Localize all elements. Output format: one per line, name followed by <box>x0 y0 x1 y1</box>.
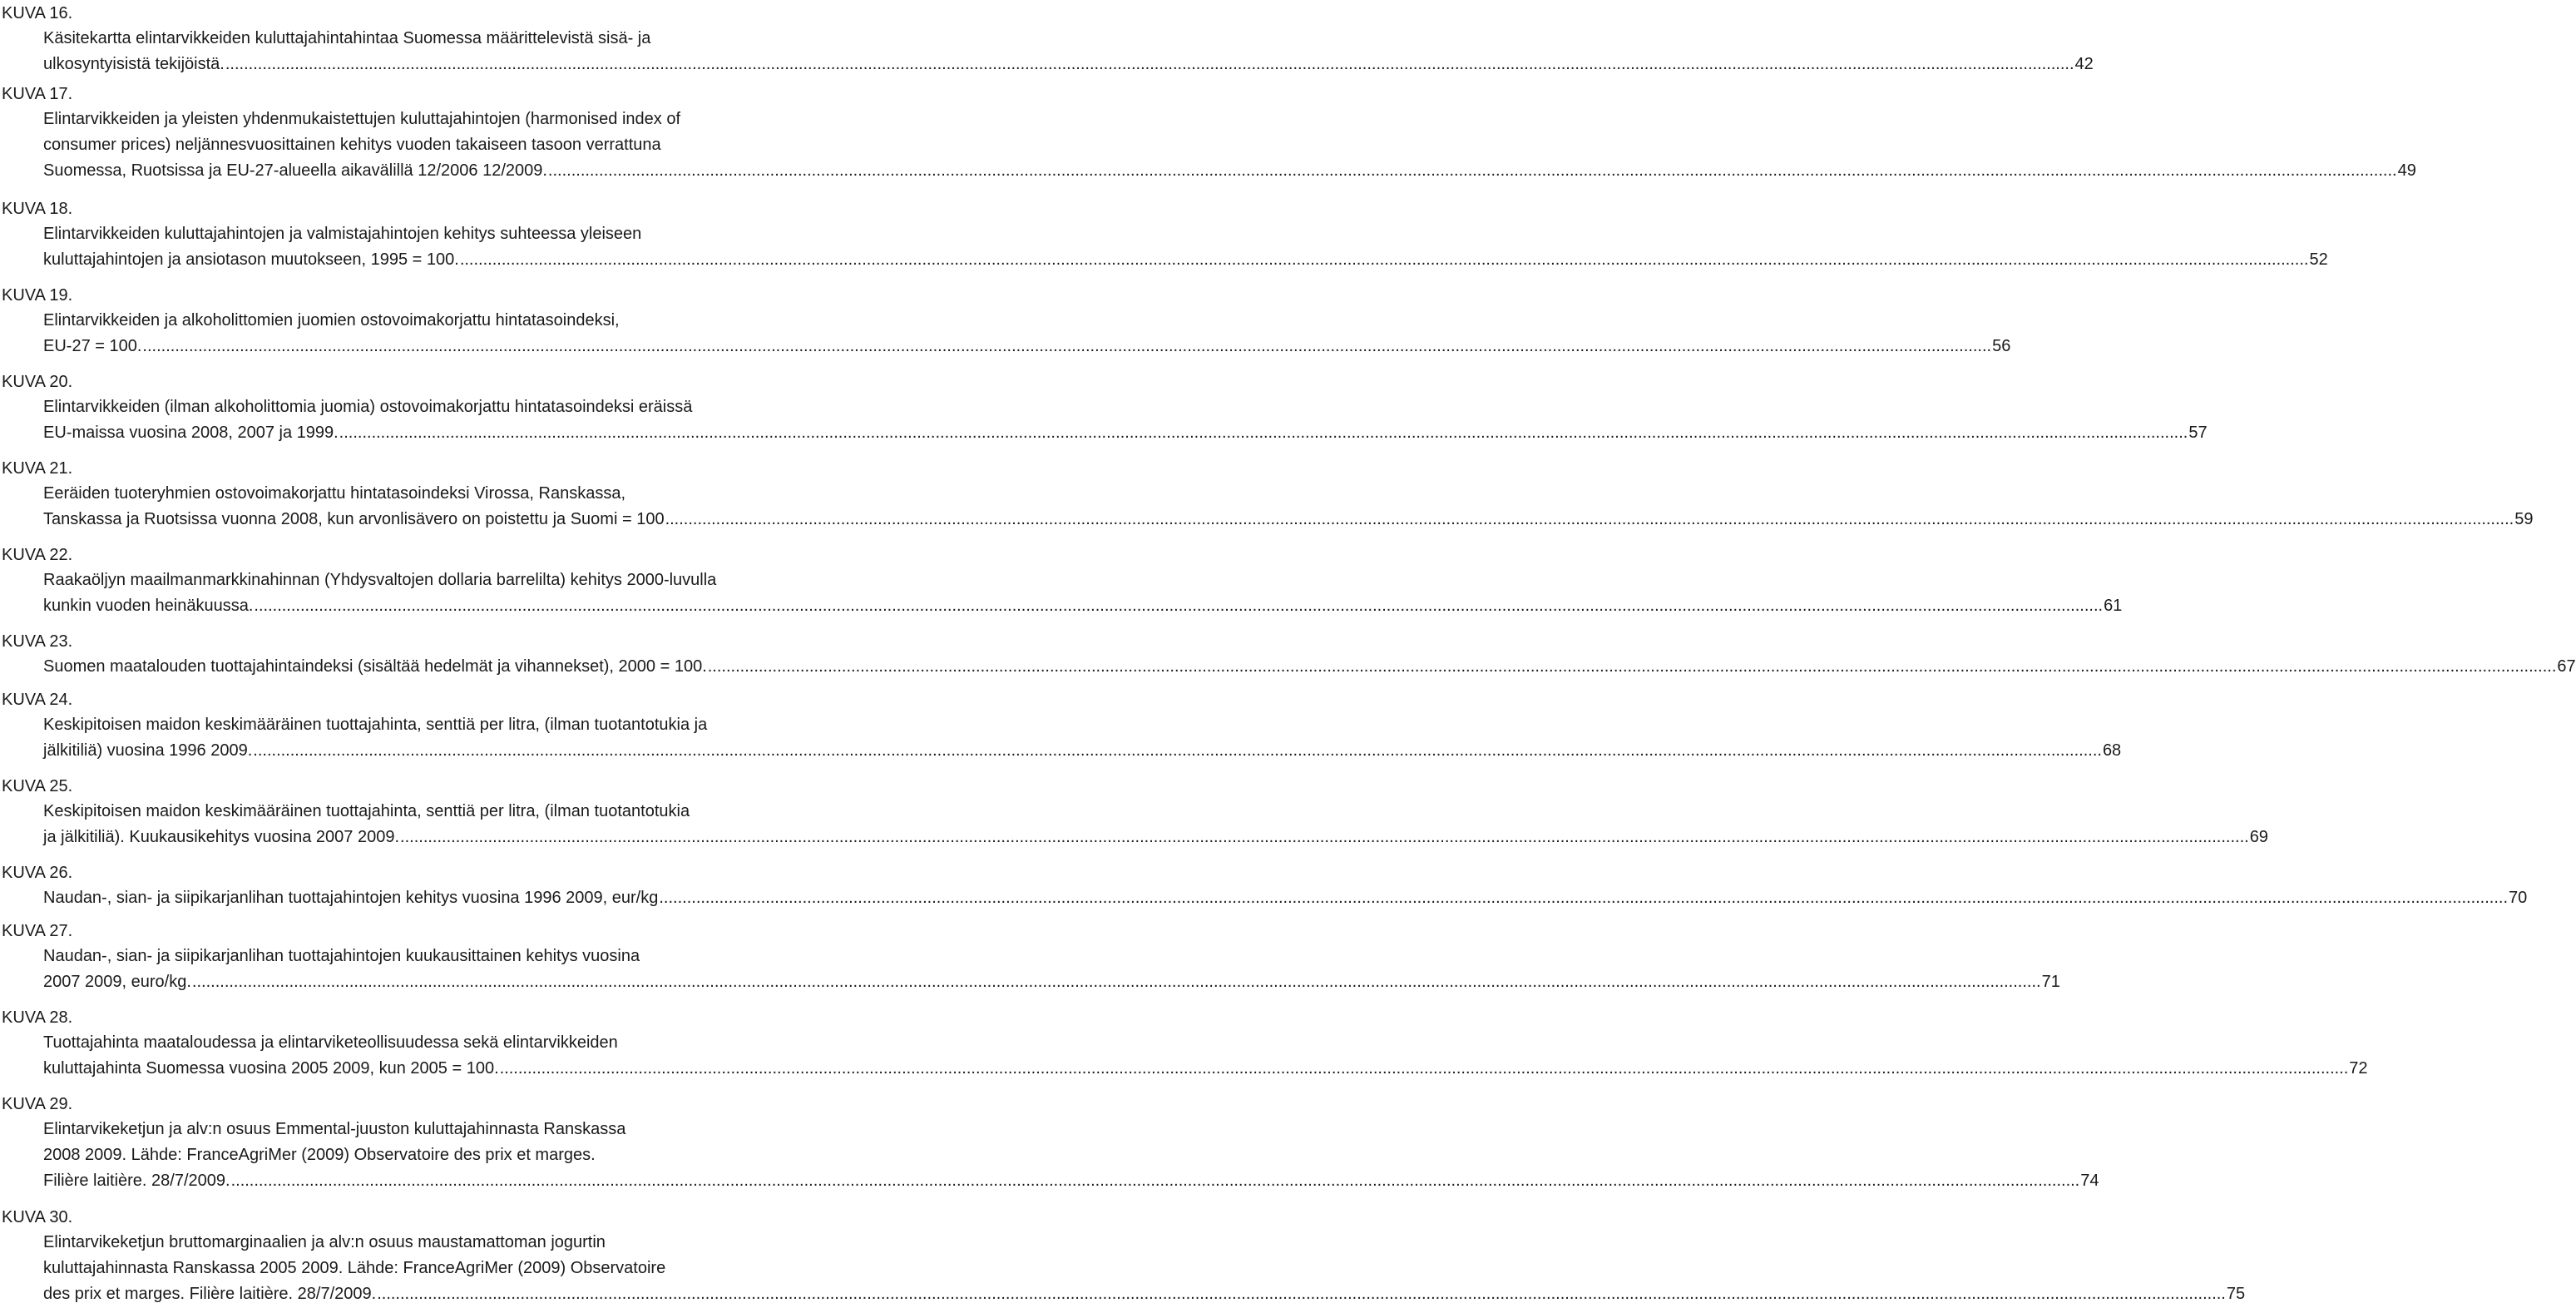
dot-leader: ................................................................................................................................................................................................................................................................................................................................................................................................................ <box>191 973 2041 991</box>
page-number: 42 <box>2074 55 2094 73</box>
figure-caption-text: Suomen maatalouden tuottajahintaindeksi (sisältää hedelmät ja vihannekset), 2000 = 100. <box>43 657 707 676</box>
page-number: 74 <box>2080 1172 2099 1190</box>
page-number: 67 <box>2557 657 2576 676</box>
figure-caption-text: Tanskassa ja Ruotsissa vuonna 2008, kun arvonlisävero on poistettu ja Suomi = 100 <box>43 510 665 528</box>
dot-leader: ................................................................................................................................................................................................................................................................................................................................................................................................................ <box>659 889 2509 907</box>
page-number: 61 <box>2104 597 2123 615</box>
figure-caption-last-line <box>43 596 2123 616</box>
figure-caption-line: Elintarvikkeiden ja yleisten yhdenmukaistettujen kuluttajahintojen (harmonised index of <box>43 110 680 128</box>
figure-caption-text: Filière laitière. 28/7/2009. <box>43 1172 230 1190</box>
figure-caption-last-line <box>43 1171 2099 1191</box>
figure-caption-text: EU-maissa vuosina 2008, 2007 ja 1999. <box>43 424 339 442</box>
figure-caption-last-line <box>43 54 2094 74</box>
figure-caption-line: Elintarvikeketjun ja alv:n osuus Emmental-juuston kuluttajahinnasta Ranskassa <box>43 1120 626 1138</box>
page-number: 71 <box>2041 973 2060 991</box>
figure-caption-text: Naudan-, sian- ja siipikarjanlihan tuottajahintojen kehitys vuosina 1996 2009, eur/kg <box>43 889 659 907</box>
dot-leader: ................................................................................................................................................................................................................................................................................................................................................................................................................ <box>225 55 2074 73</box>
figure-caption-line: Naudan-, sian- ja siipikarjanlihan tuottajahintojen kuukausittainen kehitys vuosina <box>43 947 640 965</box>
figure-number: KUVA 29. <box>2 1095 73 1113</box>
figure-caption-line: Eeräiden tuoteryhmien ostovoimakorjattu hintatasoindeksi Virossa, Ranskassa, <box>43 484 625 503</box>
figure-caption-line: consumer prices) neljännesvuosittainen kehitys vuoden takaiseen tasoon verrattuna <box>43 136 661 154</box>
dot-leader: ................................................................................................................................................................................................................................................................................................................................................................................................................ <box>459 250 2309 269</box>
page-number: 72 <box>2349 1059 2368 1078</box>
figure-number: KUVA 30. <box>2 1208 73 1226</box>
figure-caption-last-line <box>43 423 2208 443</box>
figure-caption-line: Elintarvikeketjun bruttomarginaalien ja alv:n osuus maustamattoman jogurtin <box>43 1233 606 1251</box>
figure-number: KUVA 16. <box>2 4 73 22</box>
dot-leader: ................................................................................................................................................................................................................................................................................................................................................................................................................ <box>499 1059 2349 1078</box>
figure-number: KUVA 21. <box>2 459 73 478</box>
figure-caption-line: Keskipitoisen maidon keskimääräinen tuottajahinta, senttiä per litra, (ilman tuotantotukia <box>43 802 690 820</box>
dot-leader: ................................................................................................................................................................................................................................................................................................................................................................................................................ <box>547 161 2397 180</box>
figure-caption-last-line <box>43 509 2534 529</box>
figure-caption-line: kuluttajahinnasta Ranskassa 2005 2009. Lähde: FranceAgriMer (2009) Observatoire <box>43 1259 666 1277</box>
figure-caption-text: ulkosyntyisistä tekijöistä. <box>43 55 225 73</box>
figure-caption-last-line <box>43 336 2011 356</box>
figure-number: KUVA 26. <box>2 864 73 882</box>
figure-caption-line: 2008 2009. Lähde: FranceAgriMer (2009) Observatoire des prix et marges. <box>43 1146 596 1164</box>
figure-caption-line: Keskipitoisen maidon keskimääräinen tuottajahinta, senttiä per litra, (ilman tuotantotukia ja <box>43 716 708 734</box>
figure-caption-text: des prix et marges. Filière laitière. 28/7/2009. <box>43 1285 377 1303</box>
page-number: 59 <box>2514 510 2534 528</box>
page-number: 68 <box>2102 741 2122 760</box>
dot-leader: ................................................................................................................................................................................................................................................................................................................................................................................................................ <box>254 597 2104 615</box>
dot-leader: ................................................................................................................................................................................................................................................................................................................................................................................................................ <box>142 337 1992 355</box>
figure-number: KUVA 25. <box>2 777 73 795</box>
figure-caption-text: jälkitiliä) vuosina 1996 2009. <box>43 741 253 760</box>
figure-caption-text: 2007 2009, euro/kg. <box>43 973 191 991</box>
dot-leader: ................................................................................................................................................................................................................................................................................................................................................................................................................ <box>339 424 2188 442</box>
figure-number: KUVA 24. <box>2 691 73 709</box>
figure-caption-line: Elintarvikkeiden kuluttajahintojen ja valmistajahintojen kehitys suhteessa yleiseen <box>43 225 642 243</box>
dot-leader: ................................................................................................................................................................................................................................................................................................................................................................................................................ <box>253 741 2102 760</box>
figure-caption-line: Raakaöljyn maailmanmarkkinahinnan (Yhdysvaltojen dollaria barrelilta) kehitys 2000-luvulla <box>43 571 717 589</box>
figure-number: KUVA 17. <box>2 85 73 103</box>
figure-number: KUVA 23. <box>2 632 73 651</box>
figure-caption-text: EU-27 = 100. <box>43 337 142 355</box>
figure-caption-last-line <box>43 250 2328 270</box>
figure-caption-line: Elintarvikkeiden ja alkoholittomien juomien ostovoimakorjattu hintatasoindeksi, <box>43 311 620 329</box>
dot-leader: ................................................................................................................................................................................................................................................................................................................................................................................................................ <box>377 1285 2226 1303</box>
page-number: 52 <box>2309 250 2328 269</box>
page-number: 49 <box>2397 161 2416 180</box>
page-number: 70 <box>2509 889 2528 907</box>
page-number: 75 <box>2226 1285 2246 1303</box>
figure-caption-line: Elintarvikkeiden (ilman alkoholittomia juomia) ostovoimakorjattu hintatasoindeksi eräissä <box>43 398 693 416</box>
figure-caption-line: Käsitekartta elintarvikkeiden kuluttajahintahintaa Suomessa määrittelevistä sisä- ja <box>43 29 651 47</box>
figure-number: KUVA 28. <box>2 1008 73 1027</box>
dot-leader: ................................................................................................................................................................................................................................................................................................................................................................................................................ <box>230 1172 2080 1190</box>
dot-leader: ................................................................................................................................................................................................................................................................................................................................................................................................................ <box>707 657 2557 676</box>
figure-number: KUVA 19. <box>2 286 73 305</box>
dot-leader: ................................................................................................................................................................................................................................................................................................................................................................................................................ <box>665 510 2514 528</box>
figure-caption-text: kuluttajahintojen ja ansiotason muutokseen, 1995 = 100. <box>43 250 459 269</box>
page-number: 56 <box>1992 337 2011 355</box>
figure-caption-text: Suomessa, Ruotsissa ja EU-27-alueella aikavälillä 12/2006 12/2009. <box>43 161 547 180</box>
page-number: 69 <box>2249 828 2268 846</box>
figure-number: KUVA 18. <box>2 200 73 218</box>
figure-number: KUVA 27. <box>2 922 73 940</box>
figure-caption-last-line <box>43 1284 2246 1304</box>
figure-caption-last-line <box>43 888 2528 908</box>
figure-caption-line: Tuottajahinta maataloudessa ja elintarviketeollisuudessa sekä elintarvikkeiden <box>43 1033 618 1052</box>
figure-caption-last-line <box>43 741 2122 761</box>
figure-caption-last-line <box>43 1058 2368 1078</box>
figure-caption-text: kunkin vuoden heinäkuussa. <box>43 597 254 615</box>
figure-caption-last-line <box>43 656 2576 676</box>
figure-number: KUVA 22. <box>2 546 73 564</box>
page-number: 57 <box>2188 424 2208 442</box>
figure-caption-last-line <box>43 972 2060 992</box>
figure-number: KUVA 20. <box>2 373 73 391</box>
figure-caption-text: kuluttajahinta Suomessa vuosina 2005 2009, kun 2005 = 100. <box>43 1059 499 1078</box>
figure-caption-text: ja jälkitiliä). Kuukausikehitys vuosina 2007 2009. <box>43 828 400 846</box>
figure-caption-last-line <box>43 161 2416 181</box>
figure-caption-last-line <box>43 827 2268 847</box>
dot-leader: ................................................................................................................................................................................................................................................................................................................................................................................................................ <box>400 828 2249 846</box>
